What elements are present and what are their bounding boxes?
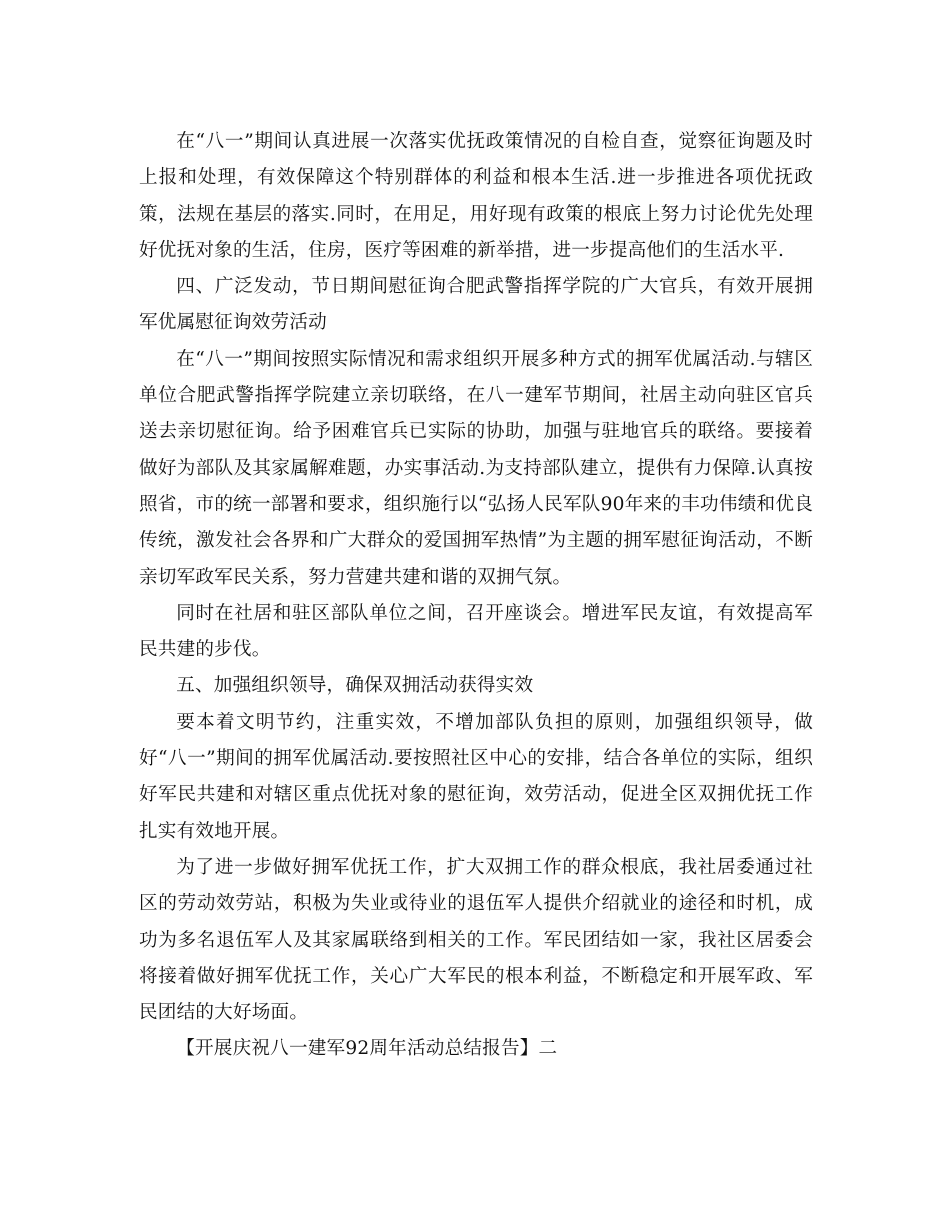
document-body: [139, 124, 813, 1068]
paragraph-support-activities: 在“八一”期间按照实际情况和需求组织开展多种方式的拥军优属活动.与辖区单位合肥武警指挥学院建立亲切联络，在八一建军节期间，社居主动向驻区官兵送去亲切慰征询。给予困难官兵已实际的协助，加强与驻地官兵的联络。要接着做好为部队及其家属解难题，办实事活动.为支持部队建立，提供有力保障.认真按照省，市的统一部署和要求，组织施行以“弘扬人民军队90年来的丰功伟绩和优良传统，激发社会各界和广大群众的爱国拥军热情”为主题的拥军慰征询活动，不断亲切军政军民关系，努力营建共建和谐的双拥气氛。: [139, 348, 813, 588]
paragraph-employment: 为了进一步做好拥军优抚工作，扩大双拥工作的群众根底，我社居委通过社区的劳动效劳站，积极为失业或待业的退伍军人提供介绍就业的途径和时机，成功为多名退伍军人及其家属联络到相关的工作。军民团结如一家，我社区居委会将接着做好拥军优抚工作，关心广大军民的根本利益，不断稳定和开展军政、军民团结的大好场面。: [139, 856, 813, 1024]
paragraph-self-inspection: 在“八一”期间认真进展一次落实优抚政策情况的自检自查，觉察征询题及时上报和处理，有效保障这个特别群体的利益和根本生活.进一步推进各项优抚政策，法规在基层的落实.同时，在用足，用好现有政策的根底上努力讨论优先处理好优抚对象的生活，住房，医疗等困难的新举措，进一步提高他们的生活水平.: [139, 131, 813, 261]
paragraph-symposium: 同时在社居和驻区部队单位之间，召开座谈会。增进军民友谊，有效提高军民共建的步伐。: [139, 602, 813, 661]
section-heading-five: 五、加强组织领导，确保双拥活动获得实效: [176, 675, 534, 697]
report-title-part-two: 【开展庆祝八一建军92周年活动总结报告】二: [176, 1038, 558, 1060]
paragraph-leadership: 要本着文明节约，注重实效，不增加部队负担的原则，加强组织领导，做好“八一”期间的拥军优属活动.要按照社区中心的安排，结合各单位的实际，组织好军民共建和对辖区重点优抚对象的慰征询，效劳活动，促进全区双拥优抚工作扎实有效地开展。: [139, 711, 813, 842]
section-heading-four: 四、广泛发动，节日期间慰征询合肥武警指挥学院的广大官兵，有效开展拥军优属慰征询效劳活动: [139, 276, 813, 334]
